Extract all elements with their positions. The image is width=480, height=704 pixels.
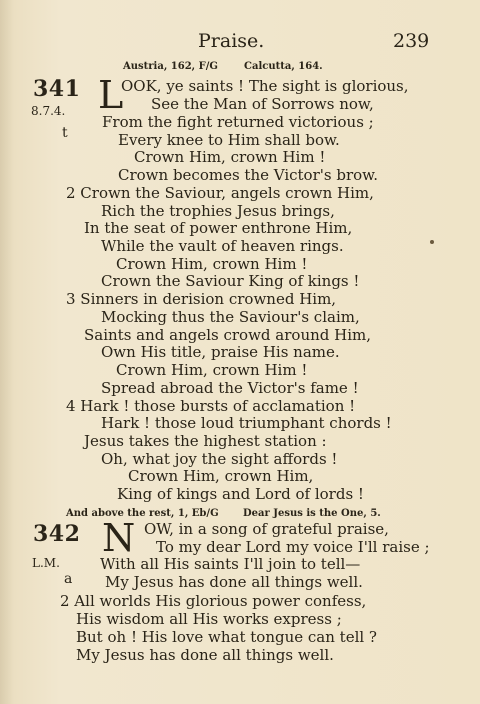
verse-line: My Jesus has done all things well. [76,646,334,664]
verse-line: From the fight returned victorious ; [102,113,374,131]
verse-line: See the Man of Sorrows now, [151,95,374,113]
verse-line: In the seat of power enthrone Him, [84,219,353,237]
verse-line: His wisdom all His works express ; [76,610,342,628]
verse-line: Crown Him, crown Him, [128,467,314,485]
verse-line: 4 Hark ! those bursts of acclamation ! [66,397,356,415]
verse-line: My Jesus has done all things well. [105,573,363,591]
margin-mark: a [64,571,73,587]
verse-line: Mocking thus the Saviour's claim, [101,308,360,326]
verse-line: Crown Him, crown Him ! [134,148,326,166]
verse-line: While the vault of heaven rings. [101,237,344,255]
verse-line: Saints and angels crowd around Him, [84,326,372,344]
hymn-number: 341 [33,76,81,102]
hymn-meter: 8.7.4. [31,104,66,118]
verse-line: 2 All worlds His glorious power confess, [60,592,367,610]
verse-line: Crown the Saviour King of kings ! [101,272,360,290]
verse-line: Hark ! those loud triumphant chords ! [101,414,392,432]
tune-name-2: Calcutta, 164. [244,61,323,72]
drop-cap: N [102,516,136,560]
page-title: Praise. [198,30,265,52]
verse-line: Oh, what joy the sight affords ! [101,450,338,468]
ink-speck [430,240,434,244]
tune-name-2: Dear Jesus is the One, 5. [243,508,381,519]
tune-name-1: Austria, 162, F/G [123,61,218,72]
verse-line: Crown Him, crown Him ! [116,255,308,273]
hymn-number: 342 [33,521,81,547]
verse-line: 2 Crown the Saviour, angels crown Him, [66,184,374,202]
verse-line: With all His saints I'll join to tell— [100,555,361,573]
verse-line: But oh ! His love what tongue can tell ? [76,628,377,646]
verse-line: 3 Sinners in derision crowned Him, [66,290,337,308]
verse-line: OOK, ye saints ! The sight is glorious, [121,77,409,95]
verse-line: Rich the trophies Jesus brings, [101,202,335,220]
tune-name-1: And above the rest, 1, Eb/G [66,508,219,519]
verse-line: Every knee to Him shall bow. [118,131,340,149]
verse-line: Spread abroad the Victor's fame ! [101,379,359,397]
verse-line: To my dear Lord my voice I'll raise ; [156,538,430,556]
verse-line: Own His title, praise His name. [101,343,340,361]
hymn-meter: L.M. [32,556,60,570]
verse-line: Jesus takes the highest station : [84,432,327,450]
verse-line: Crown becomes the Victor's brow. [118,166,378,184]
drop-cap: L [98,73,124,117]
verse-line: OW, in a song of grateful praise, [144,520,389,538]
verse-line: Crown Him, crown Him ! [116,361,308,379]
margin-mark: t [62,125,68,141]
verse-line: King of kings and Lord of lords ! [117,485,364,503]
page-number: 239 [393,30,430,52]
